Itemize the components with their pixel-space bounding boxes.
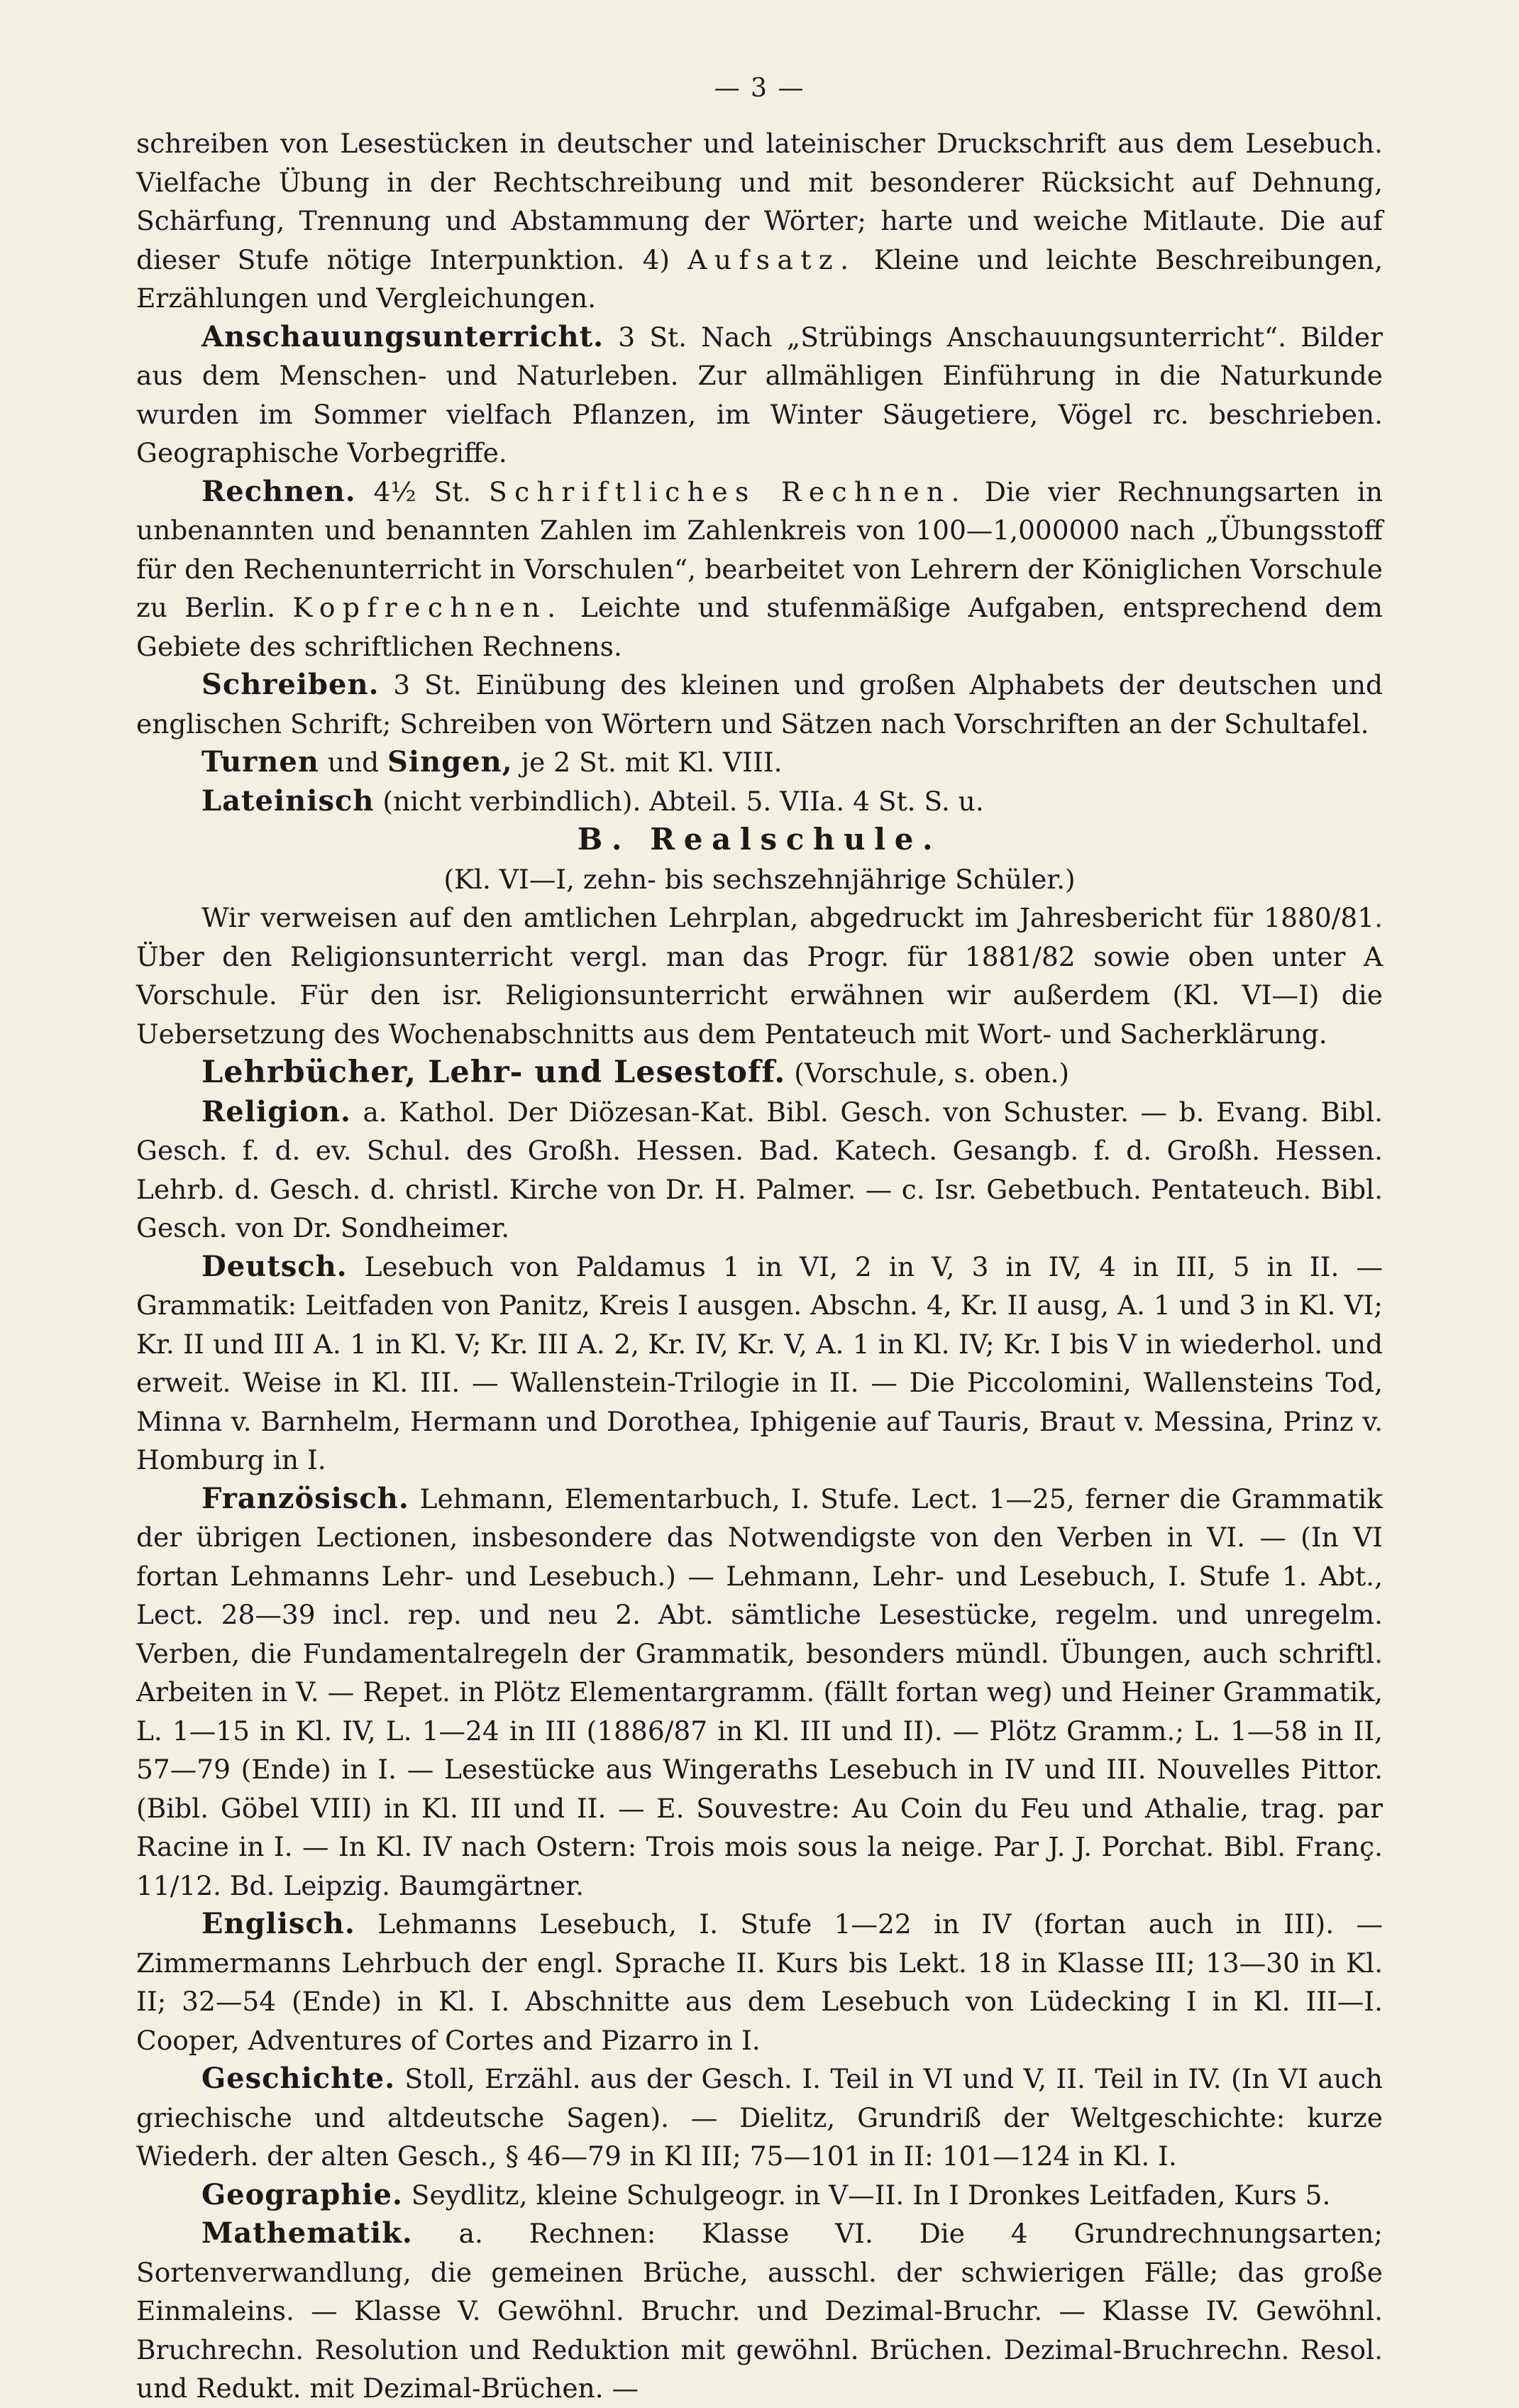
deutsch-heading: Deutsch. xyxy=(201,1249,348,1283)
paragraph-religion xyxy=(136,1093,1383,1248)
geschichte-heading: Geschichte. xyxy=(201,2062,396,2095)
anschauung-heading: Anschauungsunterricht. xyxy=(201,319,604,353)
latein-heading: Lateinisch xyxy=(201,784,375,818)
englisch-heading: Englisch. xyxy=(201,1907,355,1940)
paragraph-lesen xyxy=(136,124,1383,318)
deutsch-text: Lesebuch von Paldamus 1 in VI, 2 in V, 3 in IV, 4 in III, 5 in II. — Grammatik: Leitfaden von Panitz, Kreis I ausgen. Abschn. 4, Kr. II ausg, A. 1 und 3 in Kl. VI; Kr. II und III A. 1 in Kl. V; Kr. III A. 2, Kr. IV, Kr. V, A. 1 in Kl. IV; Kr. I bis V in wiederhol. und erweit. Weise in Kl. III. — Wallenstein-Trilogie in II. — Die Piccolomini, Wallensteins Tod, Minna v. Barnhelm, Hermann und Dorothea, Iphigenie auf Tauris, Braut v. Messina, Prinz v. Homburg in I. xyxy=(136,1250,1383,1475)
aufsatz-text: Kleine und leichte Beschreibungen, Erzählungen und Vergleichungen. xyxy=(136,243,1383,314)
turnen-und: und xyxy=(319,747,388,778)
turnen-heading: Turnen xyxy=(201,745,319,779)
paragraph-schreiben xyxy=(136,666,1383,743)
rechnen-hours: 4½ St. xyxy=(355,475,489,507)
paragraph-mathematik xyxy=(136,2214,1383,2408)
schreiben-heading: Schreiben. xyxy=(201,668,380,701)
section-b-heading: B. Realschule. xyxy=(577,822,942,857)
aufsatz-label: Aufsatz. xyxy=(687,243,856,275)
religion-text: a. Kathol. Der Diözesan-Kat. Bibl. Gesch. von Schuster. — b. Evang. Bibl. Gesch. f. d. ev. Schul. des Großh. Hessen. Bad. Katech. Gesangb. f. d. Großh. Hessen. Lehrb. d. Gesch. d. christl. Kirche von Dr. H. Palmer. — c. Isr. Gebetbuch. Pentateuch. Bibl. Gesch. von Dr. Sondheimer. xyxy=(136,1096,1383,1243)
schriftliches-rechnen-label: Schriftliches Rechnen. xyxy=(488,475,968,507)
geographie-text: Seydlitz, kleine Schulgeogr. in V—II. In I Dronkes Leitfaden, Kurs 5. xyxy=(402,2179,1331,2211)
paragraph-englisch xyxy=(136,1905,1383,2060)
page-number: — 3 — xyxy=(714,74,805,103)
englisch-text: Lehmanns Lesebuch, I. Stufe 1—22 in IV (fortan auch in III). — Zimmermanns Lehrbuch der engl. Sprache II. Kurs bis Lekt. 18 in Klasse III; 13—30 in Kl. II; 32—54 (Ende) in Kl. I. Abschnitte aus dem Lesebuch von Lüdecking I in Kl. III—I. Cooper, Adventures of Cortes and Pizarro in I. xyxy=(136,1908,1383,2056)
lesen-text: schreiben von Lesestücken in deutscher und lateinischer Druckschrift aus dem Lesebuch. Vielfache Übung in der Rechtschreibung und mit besonderer Rücksicht auf Dehnung, Schärfung, Trennung und Abstammung der Wörter; harte und weiche Mitlaute. Die auf dieser Stufe nötige Interpunktion. 4) xyxy=(136,128,1383,275)
lehrbuecher-heading: Lehrbücher, Lehr- und Lesestoff. xyxy=(201,1055,786,1090)
lehrbuecher-note: (Vorschule, s. oben.) xyxy=(785,1057,1070,1089)
section-b-subtitle: (Kl. VI—I, zehn- bis sechszehnjährige Schüler.) xyxy=(443,863,1076,895)
document-body xyxy=(136,124,1383,2408)
paragraph-realschule: Wir verweisen auf den amtlichen Lehrplan, abgedruckt im Jahresbericht für 1880/81. Über den Religionsunterricht vergl. man das Progr. für 1881/82 sowie oben unter A Vorschule. Für den isr. Religionsunterricht erwähnen wir außerdem (Kl. VI—I) die Uebersetzung des Wochenabschnitts aus dem Pentateuch mit Wort- und Sacherklärung. xyxy=(136,902,1383,1050)
latein-text: (nicht verbindlich). Abteil. 5. VIIa. 4 St. S. u. xyxy=(374,785,984,817)
paragraph-anschauung xyxy=(136,318,1383,473)
paragraph-deutsch xyxy=(136,1248,1383,1480)
rechnen-heading: Rechnen. xyxy=(201,474,356,508)
geographie-heading: Geographie. xyxy=(201,2177,403,2211)
kopfrechnen-label: Kopfrechnen. xyxy=(292,592,563,623)
anschauung-text: 3 St. Nach „Strübings Anschauungsunterricht“. Bilder aus dem Menschen- und Naturleben. Zur allmähligen Einführung in die Naturkunde wurden im Sommer vielfach Pflanzen, im Winter Säugetiere, Vögel rc. beschrieben. Geographische Vorbegriffe. xyxy=(136,321,1383,468)
kopfrechnen-text: Leichte und stufenmäßige Aufgaben, entsprechend dem Gebiete des schriftlichen Rechnens. xyxy=(136,592,1383,662)
paragraph-lehrbuecher xyxy=(136,1053,1383,1093)
paragraph-rechnen xyxy=(136,473,1383,666)
franzoesisch-text: Lehmann, Elementarbuch, I. Stufe. Lect. 1—25, ferner die Grammatik der übrigen Lectionen, insbesondere das Notwendigste von den Verben in VI. — (In VI fortan Lehmanns Lehr- und Lesebuch.) — Lehmann, Lehr- und Lesebuch, I. Stufe 1. Abt., Lect. 28—39 incl. rep. und neu 2. Abt. sämtliche Lesestücke, regelm. und unregelm. Verben, die Fundamentalregeln der Grammatik, besonders mündl. Übungen, auch schriftl. Arbeiten in V. — Repet. in Plötz Elementargramm. (fällt fortan weg) und Heiner Grammatik, L. 1—15 in Kl. IV, L. 1—24 in III (1886/87 in Kl. III und II). — Plötz Gramm.; L. 1—58 in II, 57—79 (Ende) in I. — Lesestücke aus Wingeraths Lesebuch in IV und III. Nouvelles Pittor. (Bibl. Göbel VIII) in Kl. III und II. — E. Souvestre: Au Coin du Feu und Athalie, trag. par Racine in I. — In Kl. IV nach Ostern: Trois mois sous la neige. Par J. J. Porchat. Bibl. Franç. 11/12. Bd. Leipzig. Baumgärtner. xyxy=(136,1483,1383,1901)
section-b-title xyxy=(136,820,1383,860)
geschichte-text: Stoll, Erzähl. aus der Gesch. I. Teil in VI und V, II. Teil in IV. (In VI auch griechische und altdeutsche Sagen). — Dielitz, Grundriß der Weltgeschichte: kurze Wiederh. der alten Gesch., § 46—79 in Kl III; 75—101 in II: 101—124 in Kl. I. xyxy=(136,2063,1383,2172)
paragraph-latein xyxy=(136,782,1383,821)
rechnen-text: Die vier Rechnungsarten in unbenannten und benannten Zahlen im Zahlenkreis von 100—1,000000 nach „Übungsstoff für den Rechenunterricht in Vorschulen“, bearbeitet von Lehrern der Königlichen Vorschule zu Berlin. xyxy=(136,475,1383,623)
religion-heading: Religion. xyxy=(201,1094,351,1128)
paragraph-geographie xyxy=(136,2176,1383,2215)
paragraph-turnen xyxy=(136,743,1383,782)
paragraph-geschichte xyxy=(136,2060,1383,2176)
paragraph-franzoesisch xyxy=(136,1480,1383,1906)
singen-heading: Singen, xyxy=(387,745,513,779)
mathematik-text: a. Rechnen: Klasse VI. Die 4 Grundrechnungsarten; Sortenverwandlung, die gemeinen Brüche, ausschl. der schwierigen Fälle; das große Einmaleins. — Klasse V. Gewöhnl. Bruchr. und Dezimal-Bruchr. — Klasse IV. Gewöhnl. Bruchrechn. Resolution und Reduktion mit gewöhnl. Brüchen. Dezimal-Bruchrechn. Resol. und Redukt. mit Dezimal-Brüchen. — xyxy=(136,2218,1383,2404)
schreiben-text: 3 St. Einübung des kleinen und großen Alphabets der deutschen und englischen Schrift; Schreiben von Wörtern und Sätzen nach Vorschriften an der Schultafel. xyxy=(136,669,1383,740)
franzoesisch-heading: Französisch. xyxy=(201,1481,409,1515)
mathematik-heading: Mathematik. xyxy=(201,2216,413,2250)
turnen-text: je 2 St. mit Kl. VIII. xyxy=(512,747,783,778)
